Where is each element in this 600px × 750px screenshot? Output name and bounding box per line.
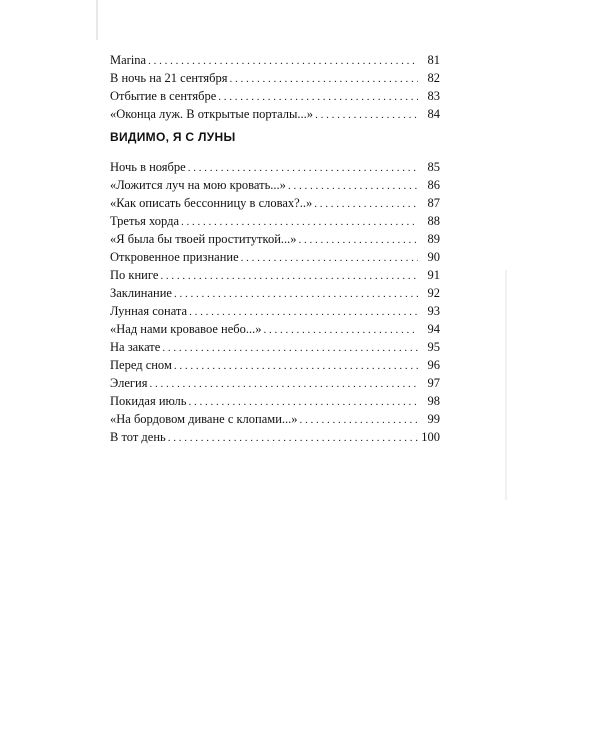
toc-leader-dots [181,213,418,231]
toc-entry-title: Перед сном [110,358,172,372]
toc-entry-title: На закате [110,340,161,354]
toc-leader-dots [315,106,418,124]
toc-entry[interactable] [110,51,440,69]
toc-list-top [110,51,440,123]
toc-leader-dots [149,375,418,393]
toc-entry-page: 95 [427,340,440,354]
toc-entry-page: 100 [421,430,440,444]
toc-entry[interactable] [110,410,440,428]
toc-leader-dots [218,88,418,106]
toc-entry-title: Элегия [110,376,148,390]
toc-entry-title: Откровенное признание [110,250,239,264]
scan-edge-top [96,0,98,40]
toc-entry-title: «Ложится луч на мою кровать...» [110,178,286,192]
scan-edge-right [505,270,507,500]
toc-entry[interactable] [110,248,440,266]
toc-entry[interactable] [110,69,440,87]
toc-entry-page: 97 [427,376,440,390]
toc-entry-page: 96 [427,358,440,372]
toc-leader-dots [230,70,418,88]
toc-entry[interactable] [110,266,440,284]
toc-leader-dots [188,159,418,177]
toc-entry-page: 87 [427,196,440,210]
toc-leader-dots [264,321,419,339]
toc-entry-page: 83 [427,89,440,103]
toc-leader-dots [299,231,418,249]
toc-entry-page: 94 [427,322,440,336]
toc-entry-page: 86 [427,178,440,192]
toc-entry-page: 88 [427,214,440,228]
toc-entry[interactable] [110,194,440,212]
toc-entry-title: Покидая июль [110,394,187,408]
toc-entry-page: 93 [427,304,440,318]
toc-entry-page: 90 [427,250,440,264]
toc-entry-title: В тот день [110,430,166,444]
toc-entry-page: 99 [427,412,440,426]
toc-entry[interactable] [110,105,440,123]
toc-leader-dots [174,357,418,375]
toc-leader-dots [288,177,418,195]
toc-entry-title: «Как описать бессонницу в словах?..» [110,196,313,210]
toc-entry-title: «Оконца луж. В открытые порталы...» [110,107,314,121]
toc-leader-dots [314,195,418,213]
toc-entry-title: Отбытие в сентябре [110,89,217,103]
toc-entry[interactable] [110,87,440,105]
toc-leader-dots [160,267,418,285]
toc-list-section [110,158,440,446]
toc-entry-page: 92 [427,286,440,300]
toc-entry-title: «Я была бы твоей проституткой...» [110,232,297,246]
toc-entry-title: В ночь на 21 сентября [110,71,228,85]
toc-entry[interactable] [110,284,440,302]
toc-entry-title: По книге [110,268,159,282]
toc-leader-dots [168,429,418,447]
toc-entry[interactable] [110,320,440,338]
toc-entry[interactable] [110,356,440,374]
toc-entry-title: «Над нами кровавое небо...» [110,322,262,336]
toc-leader-dots [188,393,418,411]
toc-entry[interactable] [110,158,440,176]
toc-entry-title: Marina [110,53,147,67]
toc-entry[interactable] [110,230,440,248]
toc-entry-title: Ночь в ноябре [110,160,186,174]
toc-entry-page: 91 [427,268,440,282]
toc-leader-dots [162,339,418,357]
toc-entry[interactable] [110,302,440,320]
toc-entry[interactable] [110,392,440,410]
toc-entry-page: 89 [427,232,440,246]
toc-entry[interactable] [110,374,440,392]
toc-entry-title: Лунная соната [110,304,188,318]
toc-entry[interactable] [110,212,440,230]
section-heading: ВИДИМО, Я С ЛУНЫ [110,130,236,144]
toc-entry[interactable] [110,338,440,356]
toc-leader-dots [148,52,418,70]
toc-entry-title: «На бордовом диване с клопами...» [110,412,298,426]
toc-leader-dots [241,249,418,267]
toc-leader-dots [300,411,418,429]
toc-leader-dots [174,285,418,303]
toc-leader-dots [189,303,418,321]
toc-entry-title: Заклинание [110,286,172,300]
toc-entry-page: 85 [427,160,440,174]
toc-entry-title: Третья хорда [110,214,180,228]
toc-entry-page: 84 [427,107,440,121]
toc-entry-page: 82 [427,71,440,85]
toc-entry-page: 81 [427,53,440,67]
toc-entry[interactable] [110,428,440,446]
toc-entry-page: 98 [427,394,440,408]
toc-entry[interactable] [110,176,440,194]
